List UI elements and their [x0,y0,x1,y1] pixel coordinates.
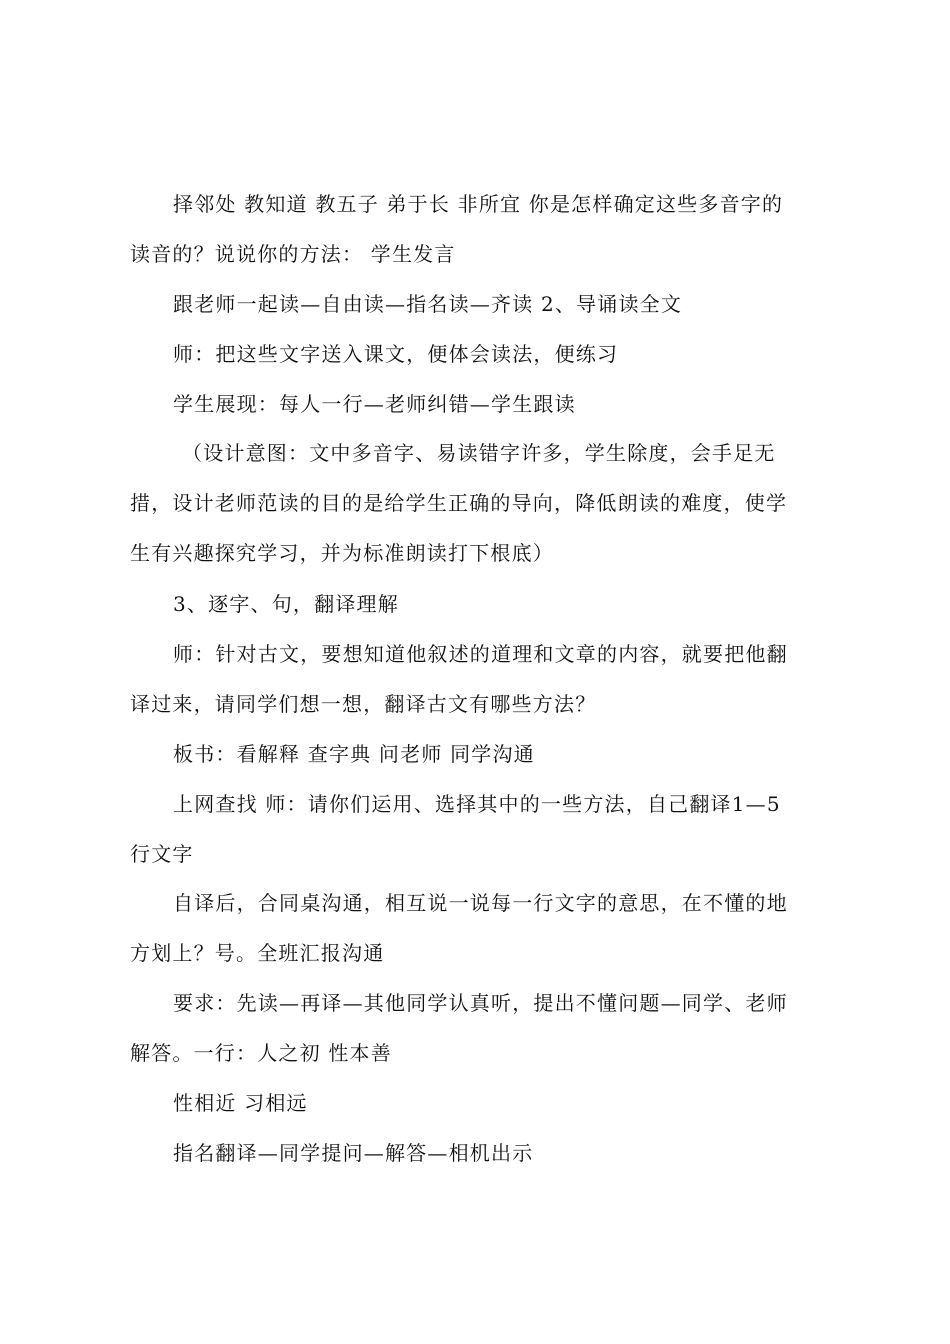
text-line: 方划上？号。全班汇报沟通 [130,941,385,965]
text-line: 板书：看解释 查字典 问老师 同学沟通 [173,742,535,766]
text-line: 行文字 [130,842,194,866]
text-line: 师：针对古文，要想知道他叙述的道理和文章的内容，就要把他翻 [173,642,788,666]
text-line: 择邻处 教知道 教五子 弟于长 非所宜 你是怎样确定这些多音字的 [173,192,784,216]
text-line: 读音的？说说你的方法： 学生发言 [130,242,456,266]
text-line: 师：把这些文字送入课文，便体会读法，便练习 [173,342,619,366]
text-line: 自译后，合同桌沟通，相互说一说每一行文字的意思，在不懂的地 [173,891,788,915]
text-line: 学生展现：每人一行—老师纠错—学生跟读 [173,392,576,416]
text-line: 解答。一行：人之初 性本善 [130,1041,392,1065]
text-line: 3、逐字、句，翻译理解 [173,592,399,616]
text-line: 指名翻译—同学提问—解答—相机出示 [173,1141,534,1165]
text-line: 译过来，请同学们想一想，翻译古文有哪些方法？ [130,692,597,716]
text-line: 措，设计老师范读的目的是给学生正确的导向，降低朗读的难度，使学 [130,491,788,515]
text-line: 性相近 习相远 [173,1091,308,1115]
text-line: 跟老师一起读—自由读—指名读—齐读 2、导诵读全文 [173,292,683,316]
text-line: 上网查找 师：请你们运用、选择其中的一些方法，自己翻译1—5 [173,792,781,816]
text-line: 要求：先读—再译—其他同学认真听，提出不懂问题—同学、老师 [173,991,788,1015]
text-line: （设计意图：文中多音字、易读错字许多，学生除度，会手足无 [182,441,776,465]
text-line: 生有兴趣探究学习，并为标准朗读打下根底） [130,541,554,565]
